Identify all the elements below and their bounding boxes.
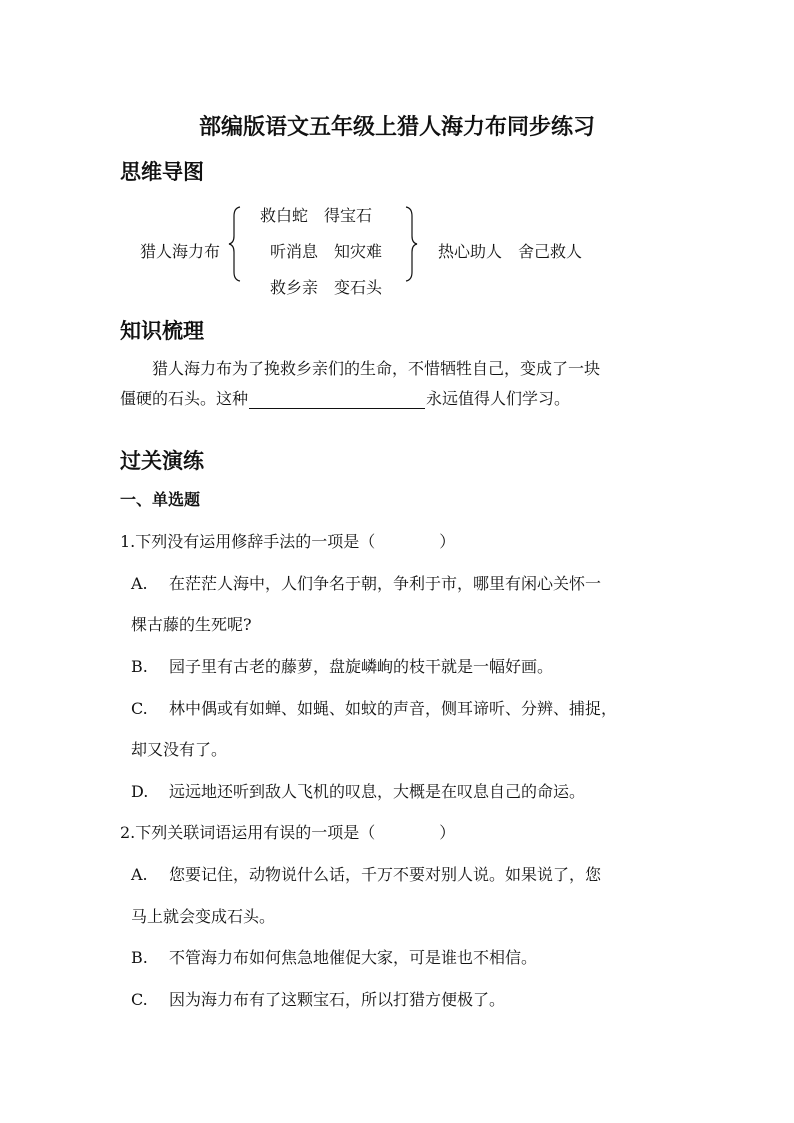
- option-letter: A.: [131, 865, 148, 884]
- mindmap-heading: 思维导图: [120, 160, 204, 184]
- answer-option[interactable]: [131, 696, 617, 719]
- option-text: 不管海力布如何焦急地催促大家，可是谁也不相信。: [169, 948, 538, 967]
- option-text-continued: 却又没有了。: [131, 740, 228, 759]
- knowledge-line: 猎人海力布为了挽救乡亲们的生命，不惜牺牲自己，变成了一块: [152, 359, 601, 378]
- knowledge-heading: 知识梳理: [120, 319, 204, 343]
- option-letter: B.: [131, 657, 148, 676]
- answer-option[interactable]: [131, 862, 601, 885]
- answer-option[interactable]: [131, 987, 505, 1010]
- right-brace-icon: [404, 206, 418, 282]
- option-letter: C.: [131, 699, 148, 718]
- mindmap-conclusion: 热心助人 舍己救人: [438, 242, 583, 261]
- subsection-heading: 一、单选题: [120, 490, 201, 509]
- mindmap-root: 猎人海力布: [140, 242, 221, 261]
- practice-heading: 过关演练: [120, 449, 204, 473]
- mindmap-branch: 救白蛇 得宝石: [260, 206, 373, 225]
- option-text: 在茫茫人海中，人们争名于朝，争利于市，哪里有闲心关怀一: [169, 574, 602, 593]
- option-text: 您要记住，动物说什么话，千万不要对别人说。如果说了，您: [169, 865, 602, 884]
- answer-option[interactable]: [131, 571, 601, 594]
- left-brace-icon: [228, 206, 242, 282]
- mindmap-branch: 听消息 知灾难: [270, 242, 383, 261]
- answer-option[interactable]: [131, 654, 553, 677]
- page-title: 部编版语文五年级上猎人海力布同步练习: [198, 115, 595, 140]
- answer-option[interactable]: [131, 945, 537, 968]
- knowledge-text: 永远值得人们学习。: [426, 389, 571, 408]
- question-stem: 1.下列没有运用修辞手法的一项是（ ）: [120, 532, 456, 551]
- knowledge-text: 僵硬的石头。这种: [120, 389, 249, 408]
- answer-option[interactable]: [131, 779, 585, 802]
- option-letter: A.: [131, 574, 148, 593]
- option-text-continued: 马上就会变成石头。: [131, 907, 276, 926]
- option-text: 园子里有古老的藤萝，盘旋嶙峋的枝干就是一幅好画。: [169, 657, 554, 676]
- option-text: 远远地还听到敌人飞机的叹息，大概是在叹息自己的命运。: [169, 782, 586, 801]
- option-letter: B.: [131, 948, 148, 967]
- option-text: 因为海力布有了这颗宝石，所以打猎方便极了。: [169, 990, 506, 1009]
- mindmap-branch: 救乡亲 变石头: [270, 278, 383, 297]
- question-stem: 2.下列关联词语运用有误的一项是（ ）: [120, 823, 456, 842]
- option-letter: C.: [131, 990, 148, 1009]
- knowledge-line: [120, 386, 570, 409]
- option-text: 林中偶或有如蝉、如蝇、如蚊的声音，侧耳谛听、分辨、捕捉，: [169, 699, 618, 718]
- option-letter: D.: [131, 782, 149, 801]
- option-text-continued: 棵古藤的生死呢?: [131, 615, 252, 634]
- fill-in-blank[interactable]: [249, 391, 425, 409]
